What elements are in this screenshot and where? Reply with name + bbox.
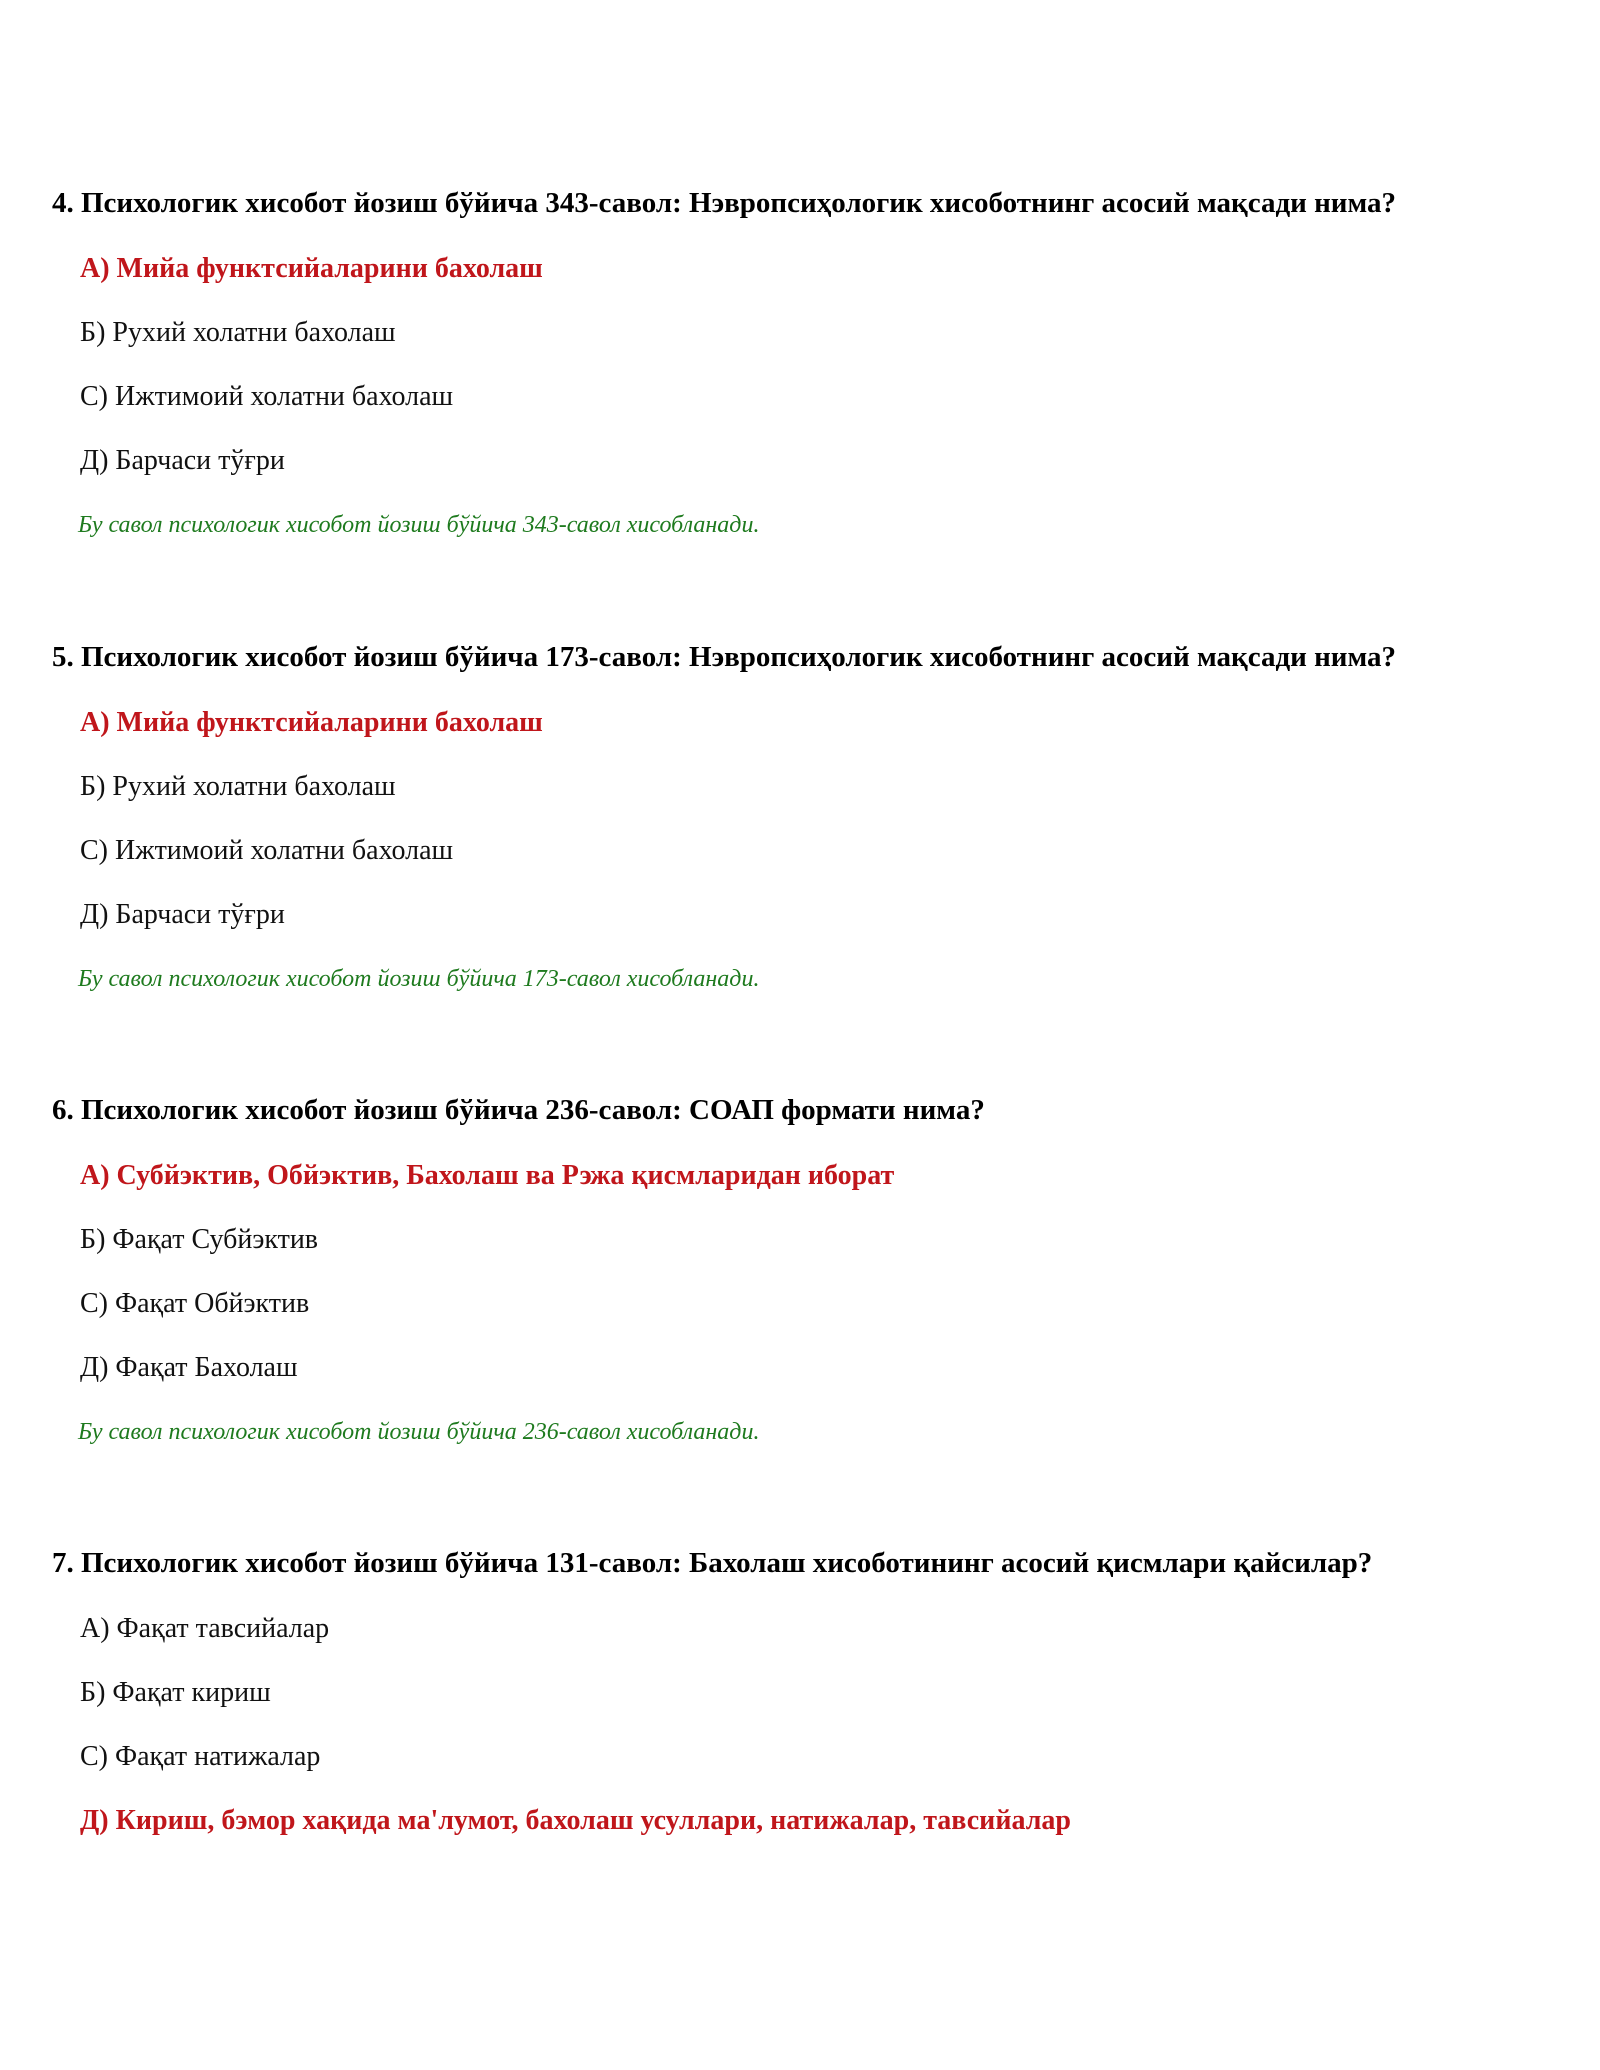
answer-option-b: Б) Рухий холатни бахолаш: [80, 317, 396, 348]
question-title: 6. Психологик хисобот йозиш бўйича 236-савол: СОАП формати нима?: [52, 1094, 985, 1126]
answer-option-c: С) Ижтимоий холатни бахолаш: [80, 381, 454, 412]
answer-option-d-correct: Д) Кириш, бэмор хақида ма'лумот, бахолаш усуллари, натижалар, тавсийалар: [80, 1805, 1071, 1836]
answer-option-a-correct: A) Мийа функтсийаларини бахолаш: [80, 253, 543, 284]
answer-option-c: С) Фақат Обйэктив: [80, 1288, 310, 1319]
answer-option-a-correct: A) Субйэктив, Обйэктив, Бахолаш ва Рэжа қисмларидан иборат: [80, 1160, 895, 1191]
answer-option-c: С) Фақат натижалар: [80, 1741, 321, 1772]
answer-option-c: С) Ижтимоий холатни бахолаш: [80, 835, 454, 866]
answer-option-b: Б) Фақат кириш: [80, 1677, 271, 1708]
answer-option-b: Б) Рухий холатни бахолаш: [80, 771, 396, 802]
answer-option-a-correct: A) Мийа функтсийаларини бахолаш: [80, 707, 543, 738]
question-note: Бу савол психологик хисобот йозиш бўйича 236-савол хисобланади.: [78, 1419, 760, 1445]
answer-option-a: A) Фақат тавсийалар: [80, 1613, 330, 1644]
question-title: 7. Психологик хисобот йозиш бўйича 131-савол: Бахолаш хисоботининг асосий қисмлари қайсилар?: [52, 1547, 1373, 1579]
question-note: Бу савол психологик хисобот йозиш бўйича 343-савол хисобланади.: [78, 512, 760, 538]
question-title: 5. Психологик хисобот йозиш бўйича 173-савол: Нэвропсиҳологик хисоботнинг асосий мақсади нима?: [52, 641, 1397, 673]
answer-option-d: Д) Фақат Бахолаш: [80, 1352, 298, 1383]
question-note: Бу савол психологик хисобот йозиш бўйича 173-савол хисобланади.: [78, 966, 760, 992]
answer-option-d: Д) Барчаси тўғри: [80, 445, 285, 476]
answer-option-d: Д) Барчаси тўғри: [80, 899, 285, 930]
question-title: 4. Психологик хисобот йозиш бўйича 343-савол: Нэвропсиҳологик хисоботнинг асосий мақсади нима?: [52, 187, 1397, 219]
answer-option-b: Б) Фақат Субйэктив: [80, 1224, 319, 1255]
